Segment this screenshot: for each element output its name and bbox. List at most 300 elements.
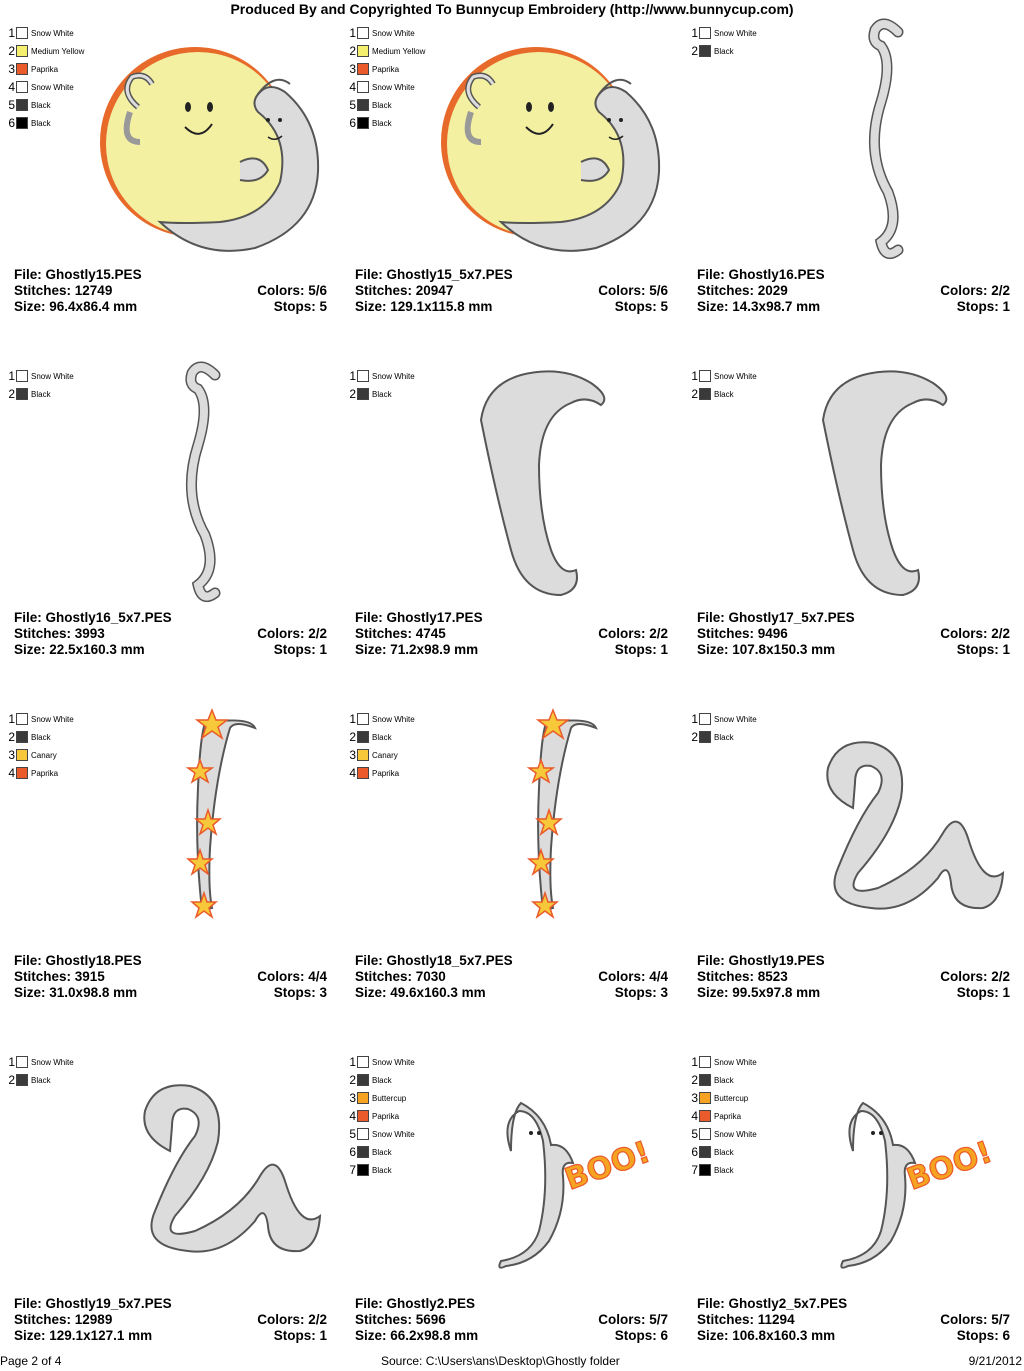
thread-row bbox=[347, 1161, 415, 1179]
thread-number: 1 bbox=[691, 712, 698, 726]
colors-value: 2/2 bbox=[649, 626, 668, 641]
file-label: File: bbox=[697, 953, 725, 968]
thread-swatch bbox=[357, 27, 369, 39]
thread-name: Buttercup bbox=[372, 1093, 407, 1103]
thread-name: Black bbox=[31, 732, 51, 742]
design-preview bbox=[100, 1041, 330, 1296]
thread-legend bbox=[347, 710, 415, 782]
file-label: File: bbox=[355, 610, 383, 625]
thread-swatch bbox=[357, 81, 369, 93]
thread-swatch bbox=[357, 99, 369, 111]
stops-label: Stops: bbox=[614, 985, 657, 1000]
thread-row bbox=[347, 1143, 415, 1161]
thread-swatch bbox=[357, 1128, 369, 1140]
thread-name: Snow White bbox=[31, 28, 74, 38]
stops-label: Stops: bbox=[614, 1328, 657, 1343]
thread-row bbox=[689, 1161, 757, 1179]
thread-number: 3 bbox=[8, 62, 15, 76]
design-info bbox=[14, 1296, 327, 1344]
thread-swatch bbox=[357, 1074, 369, 1086]
size-value: 106.8x160.3 mm bbox=[732, 1328, 836, 1343]
thread-row bbox=[6, 60, 84, 78]
thread-row bbox=[689, 367, 757, 385]
thread-name: Canary bbox=[372, 750, 398, 760]
thread-row bbox=[689, 24, 757, 42]
thread-row bbox=[6, 764, 74, 782]
design-preview bbox=[783, 698, 1013, 953]
thread-name: Paprika bbox=[31, 768, 59, 778]
thread-row bbox=[689, 1125, 757, 1143]
stitches-value: 12989 bbox=[74, 1312, 113, 1327]
thread-name: Black bbox=[714, 389, 734, 399]
thread-number: 4 bbox=[349, 766, 356, 780]
thread-number: 7 bbox=[691, 1163, 698, 1177]
stitches-value: 2029 bbox=[757, 283, 788, 298]
thread-name: Black bbox=[372, 1075, 392, 1085]
thread-swatch bbox=[357, 45, 369, 57]
thread-number: 4 bbox=[349, 1109, 356, 1123]
thread-swatch bbox=[357, 731, 369, 743]
file-name: Ghostly2_5x7.PES bbox=[728, 1296, 848, 1311]
design-info bbox=[355, 953, 668, 1001]
stops-value: 1 bbox=[660, 642, 668, 657]
thread-swatch bbox=[16, 117, 28, 129]
size-value: 66.2x98.8 mm bbox=[390, 1328, 479, 1343]
design-preview bbox=[441, 12, 671, 267]
size-label: Size: bbox=[14, 299, 46, 314]
file-label: File: bbox=[14, 953, 42, 968]
design-cell bbox=[341, 355, 671, 685]
design-cell bbox=[683, 698, 1013, 1028]
thread-name: Paprika bbox=[31, 64, 59, 74]
colors-label: Colors: bbox=[598, 969, 646, 984]
colors-value: 5/6 bbox=[649, 283, 668, 298]
thread-number: 6 bbox=[8, 116, 15, 130]
thread-legend bbox=[689, 710, 757, 746]
thread-name: Snow White bbox=[372, 1129, 415, 1139]
thread-number: 3 bbox=[8, 748, 15, 762]
design-cell bbox=[0, 12, 330, 342]
design-preview bbox=[783, 355, 1013, 610]
thread-row bbox=[689, 42, 757, 60]
stitches-value: 5696 bbox=[415, 1312, 446, 1327]
thread-name: Black bbox=[31, 118, 51, 128]
colors-label: Colors: bbox=[257, 969, 305, 984]
thread-swatch bbox=[357, 749, 369, 761]
stops-value: 1 bbox=[1002, 299, 1010, 314]
design-cell bbox=[683, 1041, 1013, 1371]
thread-swatch bbox=[357, 1164, 369, 1176]
stops-label: Stops: bbox=[956, 985, 999, 1000]
design-cell bbox=[683, 355, 1013, 685]
thread-name: Black bbox=[372, 1147, 392, 1157]
design-info bbox=[697, 953, 1010, 1001]
file-label: File: bbox=[14, 610, 42, 625]
thread-number: 1 bbox=[349, 26, 356, 40]
thread-name: Paprika bbox=[372, 768, 400, 778]
file-name: Ghostly18_5x7.PES bbox=[386, 953, 513, 968]
thread-swatch bbox=[357, 117, 369, 129]
stitches-label: Stitches: bbox=[14, 283, 72, 298]
size-label: Size: bbox=[355, 985, 387, 1000]
colors-label: Colors: bbox=[940, 283, 988, 298]
thread-swatch bbox=[699, 731, 711, 743]
thread-swatch bbox=[357, 1056, 369, 1068]
thread-row bbox=[347, 114, 425, 132]
size-label: Size: bbox=[14, 985, 46, 1000]
thread-name: Black bbox=[714, 732, 734, 742]
thread-name: Paprika bbox=[372, 64, 400, 74]
size-value: 71.2x98.9 mm bbox=[390, 642, 479, 657]
thread-row bbox=[347, 24, 425, 42]
colors-label: Colors: bbox=[940, 626, 988, 641]
stitches-label: Stitches: bbox=[697, 1312, 755, 1327]
stops-label: Stops: bbox=[273, 642, 316, 657]
thread-swatch bbox=[16, 81, 28, 93]
thread-legend bbox=[689, 24, 757, 60]
file-label: File: bbox=[14, 267, 42, 282]
thread-legend bbox=[689, 1053, 757, 1179]
thread-name: Black bbox=[31, 1075, 51, 1085]
thread-swatch bbox=[699, 1074, 711, 1086]
design-cell bbox=[683, 12, 1013, 342]
thread-number: 2 bbox=[691, 1073, 698, 1087]
thread-swatch bbox=[699, 1092, 711, 1104]
file-name: Ghostly16.PES bbox=[728, 267, 825, 282]
thread-number: 5 bbox=[8, 98, 15, 112]
thread-legend bbox=[6, 24, 84, 132]
thread-swatch bbox=[357, 370, 369, 382]
colors-value: 4/4 bbox=[649, 969, 668, 984]
stitches-label: Stitches: bbox=[697, 626, 755, 641]
thread-swatch bbox=[16, 731, 28, 743]
thread-number: 1 bbox=[8, 26, 15, 40]
thread-number: 2 bbox=[349, 1073, 356, 1087]
thread-name: Snow White bbox=[714, 371, 757, 381]
thread-number: 2 bbox=[691, 387, 698, 401]
thread-swatch bbox=[699, 45, 711, 57]
thread-name: Black bbox=[372, 389, 392, 399]
thread-name: Snow White bbox=[31, 82, 74, 92]
thread-name: Black bbox=[372, 118, 392, 128]
stops-label: Stops: bbox=[956, 1328, 999, 1343]
thread-number: 6 bbox=[349, 116, 356, 130]
thread-legend bbox=[347, 24, 425, 132]
thread-swatch bbox=[16, 99, 28, 111]
thread-name: Snow White bbox=[714, 714, 757, 724]
thread-row bbox=[689, 1089, 757, 1107]
thread-row bbox=[347, 728, 415, 746]
size-value: 31.0x98.8 mm bbox=[49, 985, 138, 1000]
thread-number: 5 bbox=[349, 1127, 356, 1141]
thread-legend bbox=[347, 1053, 415, 1179]
stitches-label: Stitches: bbox=[697, 283, 755, 298]
thread-swatch bbox=[357, 1146, 369, 1158]
thread-name: Black bbox=[714, 1147, 734, 1157]
thread-number: 1 bbox=[349, 1055, 356, 1069]
colors-value: 2/2 bbox=[308, 1312, 327, 1327]
stitches-value: 20947 bbox=[415, 283, 454, 298]
thread-swatch bbox=[699, 1056, 711, 1068]
size-value: 22.5x160.3 mm bbox=[49, 642, 145, 657]
stitches-label: Stitches: bbox=[14, 626, 72, 641]
design-info bbox=[14, 610, 327, 658]
design-preview bbox=[783, 12, 1013, 267]
design-preview bbox=[100, 12, 330, 267]
size-value: 49.6x160.3 mm bbox=[390, 985, 486, 1000]
file-name: Ghostly15_5x7.PES bbox=[386, 267, 513, 282]
design-info bbox=[355, 1296, 668, 1344]
thread-row bbox=[6, 710, 74, 728]
thread-name: Snow White bbox=[372, 28, 415, 38]
thread-name: Snow White bbox=[714, 1129, 757, 1139]
thread-row bbox=[6, 1053, 74, 1071]
stops-value: 1 bbox=[1002, 985, 1010, 1000]
size-label: Size: bbox=[697, 1328, 729, 1343]
thread-row bbox=[347, 764, 415, 782]
size-value: 129.1x127.1 mm bbox=[49, 1328, 153, 1343]
thread-row bbox=[347, 746, 415, 764]
colors-value: 5/7 bbox=[991, 1312, 1010, 1327]
file-name: Ghostly19_5x7.PES bbox=[45, 1296, 172, 1311]
colors-label: Colors: bbox=[598, 283, 646, 298]
thread-row bbox=[6, 24, 84, 42]
file-label: File: bbox=[355, 953, 383, 968]
thread-name: Snow White bbox=[372, 371, 415, 381]
thread-number: 2 bbox=[8, 730, 15, 744]
stitches-value: 8523 bbox=[757, 969, 788, 984]
thread-name: Black bbox=[31, 100, 51, 110]
stitches-value: 3915 bbox=[74, 969, 105, 984]
thread-number: 2 bbox=[349, 387, 356, 401]
thread-number: 2 bbox=[691, 44, 698, 58]
stops-label: Stops: bbox=[614, 299, 657, 314]
thread-row bbox=[689, 385, 757, 403]
thread-number: 1 bbox=[691, 369, 698, 383]
colors-label: Colors: bbox=[940, 1312, 988, 1327]
file-label: File: bbox=[697, 267, 725, 282]
stitches-value: 9496 bbox=[757, 626, 788, 641]
source-path: Source: C:\Users\ans\Desktop\Ghostly folder bbox=[381, 1354, 620, 1368]
stops-value: 1 bbox=[1002, 642, 1010, 657]
thread-number: 5 bbox=[349, 98, 356, 112]
file-label: File: bbox=[697, 610, 725, 625]
thread-number: 3 bbox=[349, 1091, 356, 1105]
size-label: Size: bbox=[355, 299, 387, 314]
thread-number: 1 bbox=[8, 712, 15, 726]
thread-row bbox=[6, 728, 74, 746]
thread-row bbox=[347, 1107, 415, 1125]
thread-swatch bbox=[699, 1128, 711, 1140]
page-header: Produced By and Copyrighted To Bunnycup Embroidery (http://www.bunnycup.com) bbox=[230, 1, 794, 17]
stops-value: 1 bbox=[319, 1328, 327, 1343]
design-preview bbox=[783, 1041, 1013, 1296]
thread-row bbox=[6, 114, 84, 132]
thread-row bbox=[347, 1089, 415, 1107]
print-date: 9/21/2012 bbox=[968, 1354, 1022, 1368]
thread-number: 1 bbox=[691, 1055, 698, 1069]
design-preview bbox=[441, 698, 671, 953]
design-preview bbox=[441, 355, 671, 610]
thread-number: 6 bbox=[349, 1145, 356, 1159]
size-value: 99.5x97.8 mm bbox=[732, 985, 821, 1000]
colors-label: Colors: bbox=[940, 969, 988, 984]
file-name: Ghostly19.PES bbox=[728, 953, 825, 968]
thread-row bbox=[347, 42, 425, 60]
design-cell bbox=[341, 698, 671, 1028]
file-name: Ghostly17_5x7.PES bbox=[728, 610, 855, 625]
thread-name: Black bbox=[714, 1165, 734, 1175]
colors-label: Colors: bbox=[257, 626, 305, 641]
size-label: Size: bbox=[697, 985, 729, 1000]
thread-swatch bbox=[699, 27, 711, 39]
stops-value: 5 bbox=[319, 299, 327, 314]
thread-number: 4 bbox=[691, 1109, 698, 1123]
size-value: 129.1x115.8 mm bbox=[390, 299, 493, 314]
design-preview bbox=[441, 1041, 671, 1296]
colors-label: Colors: bbox=[598, 626, 646, 641]
thread-swatch bbox=[357, 1110, 369, 1122]
design-preview bbox=[100, 355, 330, 610]
thread-legend bbox=[6, 367, 74, 403]
thread-row bbox=[347, 78, 425, 96]
stitches-label: Stitches: bbox=[355, 969, 413, 984]
thread-number: 2 bbox=[349, 730, 356, 744]
thread-row bbox=[6, 42, 84, 60]
thread-legend bbox=[689, 367, 757, 403]
thread-row bbox=[6, 367, 74, 385]
thread-number: 2 bbox=[8, 44, 15, 58]
thread-name: Black bbox=[714, 46, 734, 56]
colors-value: 4/4 bbox=[308, 969, 327, 984]
thread-number: 5 bbox=[691, 1127, 698, 1141]
thread-name: Canary bbox=[31, 750, 57, 760]
thread-swatch bbox=[16, 27, 28, 39]
thread-number: 1 bbox=[349, 369, 356, 383]
thread-name: Snow White bbox=[31, 371, 74, 381]
thread-name: Snow White bbox=[31, 714, 74, 724]
stitches-label: Stitches: bbox=[355, 1312, 413, 1327]
colors-label: Colors: bbox=[257, 283, 305, 298]
design-info bbox=[697, 610, 1010, 658]
thread-number: 4 bbox=[8, 766, 15, 780]
stitches-label: Stitches: bbox=[14, 1312, 72, 1327]
stitches-value: 3993 bbox=[74, 626, 105, 641]
stitches-label: Stitches: bbox=[355, 283, 413, 298]
thread-swatch bbox=[357, 713, 369, 725]
stops-label: Stops: bbox=[614, 642, 657, 657]
design-info bbox=[697, 1296, 1010, 1344]
thread-number: 1 bbox=[349, 712, 356, 726]
thread-number: 2 bbox=[8, 1073, 15, 1087]
stops-value: 6 bbox=[1002, 1328, 1010, 1343]
stitches-value: 4745 bbox=[415, 626, 446, 641]
stops-value: 1 bbox=[319, 642, 327, 657]
design-info bbox=[355, 267, 668, 315]
design-cell bbox=[341, 12, 671, 342]
thread-number: 3 bbox=[349, 748, 356, 762]
thread-name: Snow White bbox=[714, 1057, 757, 1067]
colors-value: 5/6 bbox=[308, 283, 327, 298]
thread-row bbox=[347, 710, 415, 728]
thread-name: Snow White bbox=[372, 82, 415, 92]
thread-name: Snow White bbox=[714, 28, 757, 38]
thread-name: Black bbox=[31, 389, 51, 399]
thread-number: 2 bbox=[691, 730, 698, 744]
thread-number: 4 bbox=[349, 80, 356, 94]
thread-row bbox=[6, 78, 84, 96]
thread-number: 7 bbox=[349, 1163, 356, 1177]
thread-swatch bbox=[357, 63, 369, 75]
thread-row bbox=[689, 728, 757, 746]
design-cell bbox=[0, 355, 330, 685]
stops-label: Stops: bbox=[273, 985, 316, 1000]
thread-row bbox=[689, 1053, 757, 1071]
size-value: 107.8x150.3 mm bbox=[732, 642, 836, 657]
thread-swatch bbox=[16, 713, 28, 725]
design-preview bbox=[100, 698, 330, 953]
thread-row bbox=[347, 367, 415, 385]
stops-value: 5 bbox=[660, 299, 668, 314]
stitches-value: 11294 bbox=[757, 1312, 795, 1327]
thread-name: Snow White bbox=[31, 1057, 74, 1067]
thread-swatch bbox=[699, 1110, 711, 1122]
thread-name: Medium Yellow bbox=[372, 46, 426, 56]
thread-row bbox=[347, 1071, 415, 1089]
colors-value: 5/7 bbox=[649, 1312, 668, 1327]
size-value: 14.3x98.7 mm bbox=[732, 299, 821, 314]
file-name: Ghostly2.PES bbox=[386, 1296, 476, 1311]
thread-swatch bbox=[699, 388, 711, 400]
design-info bbox=[14, 267, 327, 315]
file-label: File: bbox=[697, 1296, 725, 1311]
thread-swatch bbox=[16, 1074, 28, 1086]
file-name: Ghostly18.PES bbox=[45, 953, 142, 968]
design-cell bbox=[0, 1041, 330, 1371]
colors-value: 2/2 bbox=[308, 626, 327, 641]
colors-label: Colors: bbox=[257, 1312, 305, 1327]
file-name: Ghostly16_5x7.PES bbox=[45, 610, 172, 625]
size-label: Size: bbox=[697, 642, 729, 657]
thread-swatch bbox=[699, 713, 711, 725]
thread-row bbox=[6, 1071, 74, 1089]
thread-name: Black bbox=[372, 732, 392, 742]
thread-row bbox=[6, 385, 74, 403]
thread-number: 3 bbox=[691, 1091, 698, 1105]
stops-label: Stops: bbox=[273, 1328, 316, 1343]
thread-swatch bbox=[699, 1146, 711, 1158]
thread-name: Paprika bbox=[372, 1111, 400, 1121]
thread-row bbox=[689, 1071, 757, 1089]
thread-row bbox=[347, 96, 425, 114]
thread-name: Black bbox=[714, 1075, 734, 1085]
thread-swatch bbox=[357, 388, 369, 400]
thread-row bbox=[6, 746, 74, 764]
thread-legend bbox=[6, 1053, 74, 1089]
thread-swatch bbox=[357, 1092, 369, 1104]
thread-swatch bbox=[16, 388, 28, 400]
thread-legend bbox=[6, 710, 74, 782]
thread-swatch bbox=[16, 63, 28, 75]
thread-name: Paprika bbox=[714, 1111, 742, 1121]
thread-name: Black bbox=[372, 1165, 392, 1175]
thread-number: 2 bbox=[349, 44, 356, 58]
stops-label: Stops: bbox=[956, 642, 999, 657]
thread-number: 1 bbox=[691, 26, 698, 40]
file-label: File: bbox=[355, 267, 383, 282]
thread-name: Buttercup bbox=[714, 1093, 749, 1103]
file-label: File: bbox=[355, 1296, 383, 1311]
